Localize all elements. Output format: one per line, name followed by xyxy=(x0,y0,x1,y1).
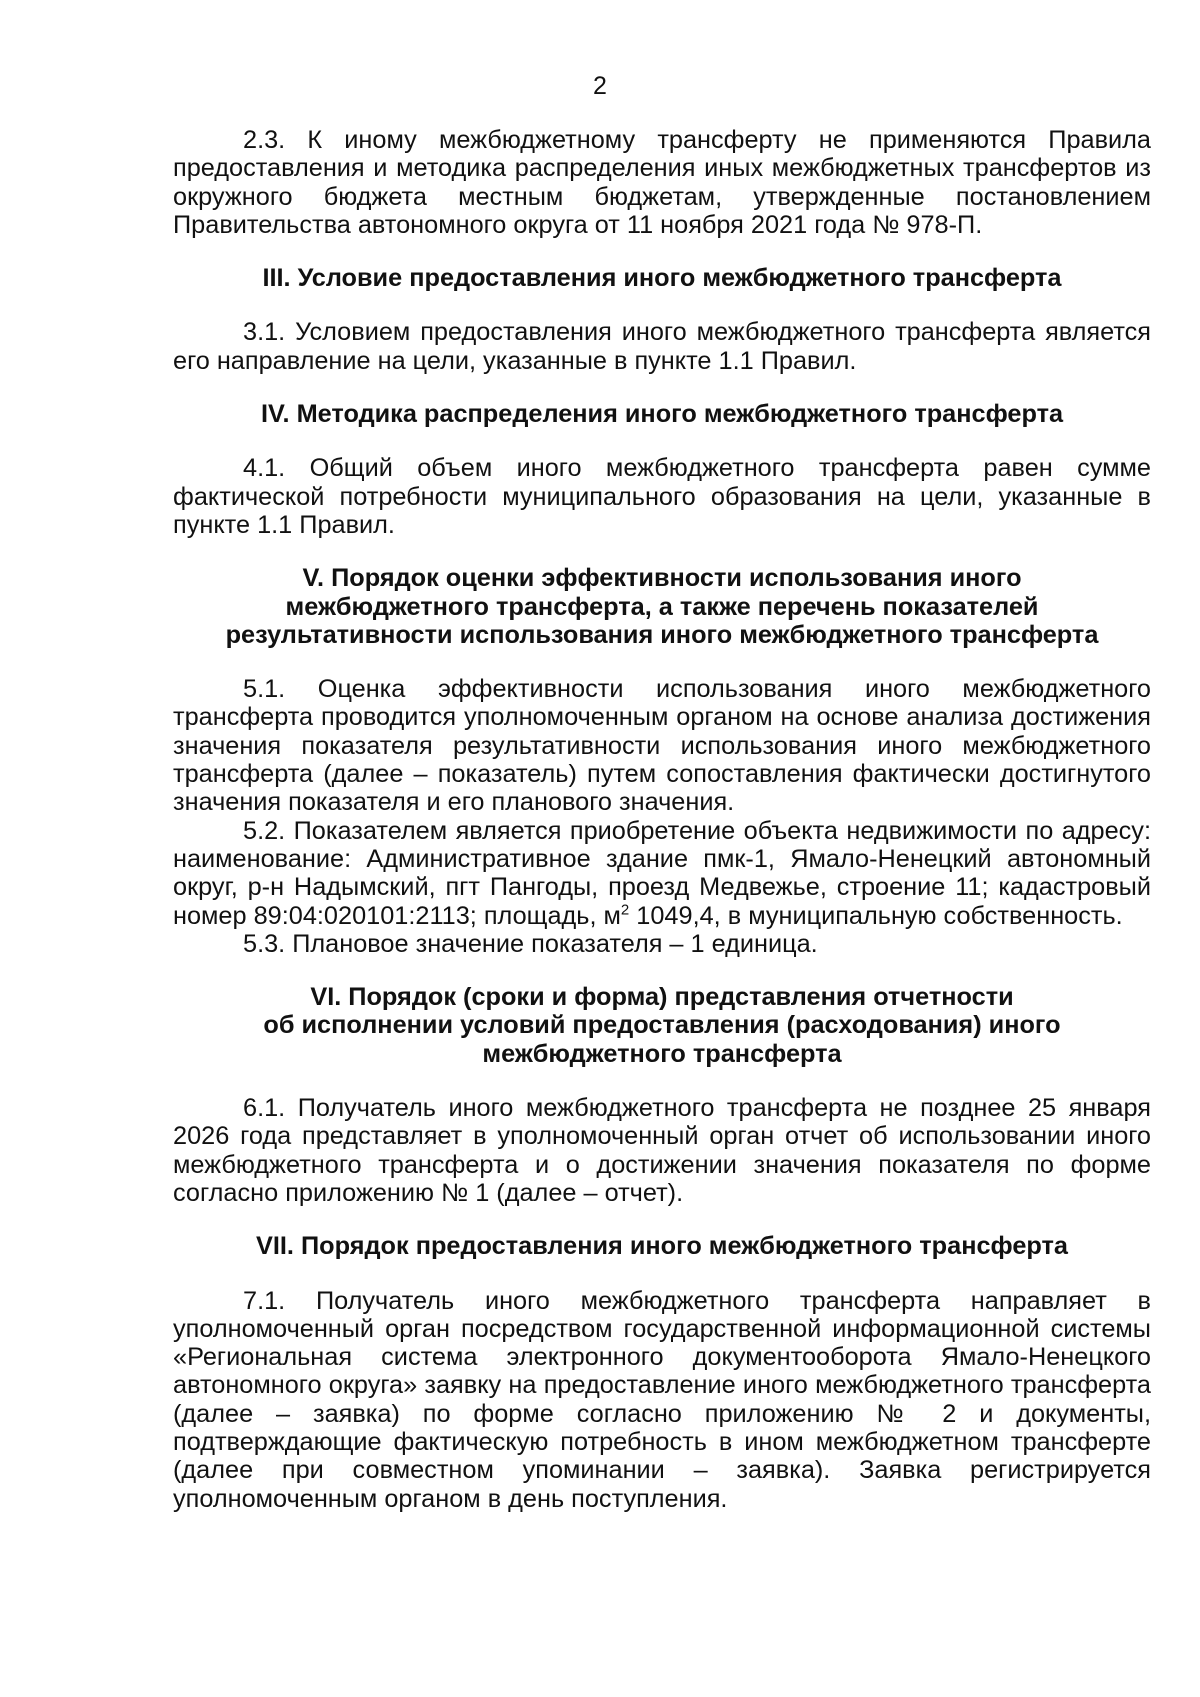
section-heading-6-line-2: об исполнении условий предоставления (расходования) иного xyxy=(263,1011,1061,1040)
superscript-2: 2 xyxy=(620,901,630,919)
section-heading-6-line-1: VI. Порядок (сроки и форма) представления отчетности xyxy=(310,983,1014,1012)
paragraph-5-2-text: 5.2. Показателем является приобретение объекта недвижимости по адресу: наименование: Административное здание пмк-1, Ямало-Ненецкий автономный округ, р-н Надымский, пгт Пангоды, проезд Медвежье, строение 11; кадастровый номер 89:04:020101:2113; площадь, м xyxy=(173,816,1151,930)
section-heading-7: VII. Порядок предоставления иного межбюджетного трансферта xyxy=(256,1232,1068,1261)
section-heading-5-line-1: V. Порядок оценки эффективности использования иного xyxy=(302,564,1022,593)
paragraph-3-1: 3.1. Условием предоставления иного межбюджетного трансферта является его направление на цели, указанные в пункте 1.1 Правил. xyxy=(173,318,1151,375)
document-body xyxy=(173,126,1151,1513)
paragraph-4-1: 4.1. Общий объем иного межбюджетного трансферта равен сумме фактической потребности муниципального образования на цели, указанные в пункте 1.1 Правил. xyxy=(173,454,1151,539)
section-heading-4: IV. Методика распределения иного межбюджетного трансферта xyxy=(260,400,1064,429)
section-heading-5 xyxy=(173,564,1151,649)
paragraph-5-3: 5.3. Плановое значение показателя – 1 единица. xyxy=(243,929,818,958)
paragraph-7-1: 7.1. Получатель иного межбюджетного трансферта направляет в уполномоченный орган посредством государственной информационной системы «Региональная система электронного документооборота Ямало-Ненецкого автономного округа» заявку на предоставление иного межбюджетного трансферта (далее – заявка) по форме согласно приложению № 2 и документы, подтверждающие фактическую потребность в ином межбюджетном трансферте (далее при совместном упоминании – заявка). Заявка регистрируется уполномоченным органом в день поступления. xyxy=(173,1286,1151,1513)
section-heading-6-line-3: межбюджетного трансферта xyxy=(482,1039,842,1068)
section-heading-3: III. Условие предоставления иного межбюджетного трансферта xyxy=(262,264,1062,293)
section-heading-6 xyxy=(173,983,1151,1068)
paragraph-5-1: 5.1. Оценка эффективности использования иного межбюджетного трансферта проводится уполномоченным органом на основе анализа достижения значения показателя результативности использования иного межбюджетного трансферта (далее – показатель) путем сопоставления фактически достигнутого значения показателя и его планового значения. xyxy=(173,675,1151,817)
paragraph-6-1: 6.1. Получатель иного межбюджетного трансферта не позднее 25 января 2026 года представляет в уполномоченный орган отчет об использовании иного межбюджетного трансферта и о достижении значения показателя по форме согласно приложению № 1 (далее – отчет). xyxy=(173,1094,1151,1207)
section-heading-5-line-2: межбюджетного трансферта, а также перечень показателей xyxy=(285,592,1039,621)
paragraph-5-2-tail: 1049,4, в муниципальную собственность. xyxy=(629,901,1123,930)
page-number: 2 xyxy=(593,72,607,100)
paragraph-5-2 xyxy=(173,817,1151,930)
section-heading-5-line-3: результативности использования иного межбюджетного трансферта xyxy=(225,620,1099,649)
paragraph-2-3: 2.3. К иному межбюджетному трансферту не применяются Правила предоставления и методика распределения иных межбюджетных трансфертов из окружного бюджета местным бюджетам, утвержденные постановлением Правительства автономного округа от 11 ноября 2021 года № 978-П. xyxy=(173,126,1151,239)
